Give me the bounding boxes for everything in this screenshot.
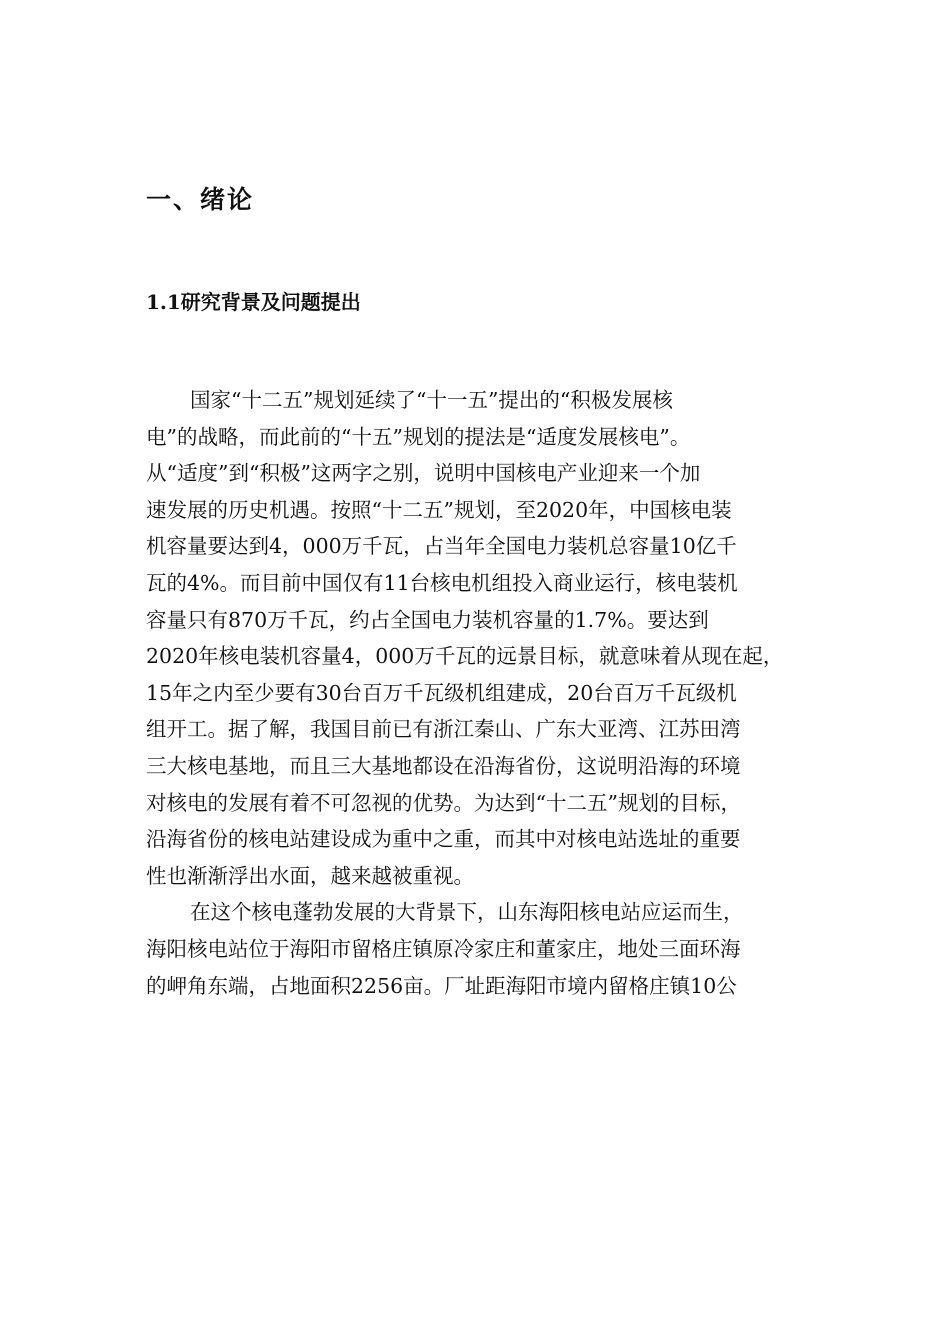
body-text [146, 386, 836, 1008]
paragraph-1-line-14: 性也渐渐浮出水面，越来越被重视。 [146, 863, 474, 888]
paragraph-1-line-9: 15年之内至少要有30台百万千瓦级机组建成，20台百万千瓦级机 [146, 680, 737, 705]
paragraph-1-line-12: 对核电的发展有着不可忽视的优势。为达到“十二五”规划的目标， [146, 790, 741, 815]
paragraph-1-line-4: 速发展的历史机遇。按照“十二五”规划，至2020年，中国核电装 [146, 497, 732, 522]
paragraph-1-line-2: 电”的战略，而此前的“十五”规划的提法是“适度发展核电”。 [146, 424, 691, 449]
paragraph-1-line-10: 组开工。据了解，我国目前已有浙江秦山、广东大亚湾、江苏田湾 [146, 717, 741, 742]
paragraph-2-line-3: 的岬角东端，占地面积2256亩。厂址距海阳市境内留格庄镇10公 [146, 973, 737, 998]
paragraph-1-line-1: 国家“十二五”规划延续了“十一五”提出的“积极发展核 [190, 388, 673, 412]
section-title: 1.1研究背景及问题提出 [146, 290, 361, 314]
paragraph-1-line-5: 机容量要达到4，000万千瓦，占当年全国电力装机总容量10亿千 [146, 534, 737, 559]
paragraph-1-line-13: 沿海省份的核电站建设成为重中之重，而其中对核电站选址的重要 [146, 827, 741, 852]
paragraph-1-line-8: 2020年核电装机容量4，000万千瓦的远景目标，就意味着从现在起， [146, 644, 784, 669]
paragraph-2-line-2: 海阳核电站位于海阳市留格庄镇原冷家庄和董家庄，地处三面环海 [146, 936, 741, 961]
paragraph-1-line-3: 从“适度”到“积极”这两字之别，说明中国核电产业迎来一个加 [146, 461, 701, 486]
paragraph-1-line-11: 三大核电基地，而且三大基地都设在沿海省份，这说明沿海的环境 [146, 753, 741, 778]
chapter-title: 一、绪论 [146, 185, 255, 214]
paragraph-1-line-7: 容量只有870万千瓦，约占全国电力装机容量的1.7%。要达到 [146, 607, 709, 632]
paragraph-2-line-1: 在这个核电蓬勃发展的大背景下，山东海阳核电站应运而生， [190, 900, 744, 925]
paragraph-1-line-6: 瓦的4%。而目前中国仅有11台核电机组投入商业运行，核电装机 [146, 570, 738, 595]
